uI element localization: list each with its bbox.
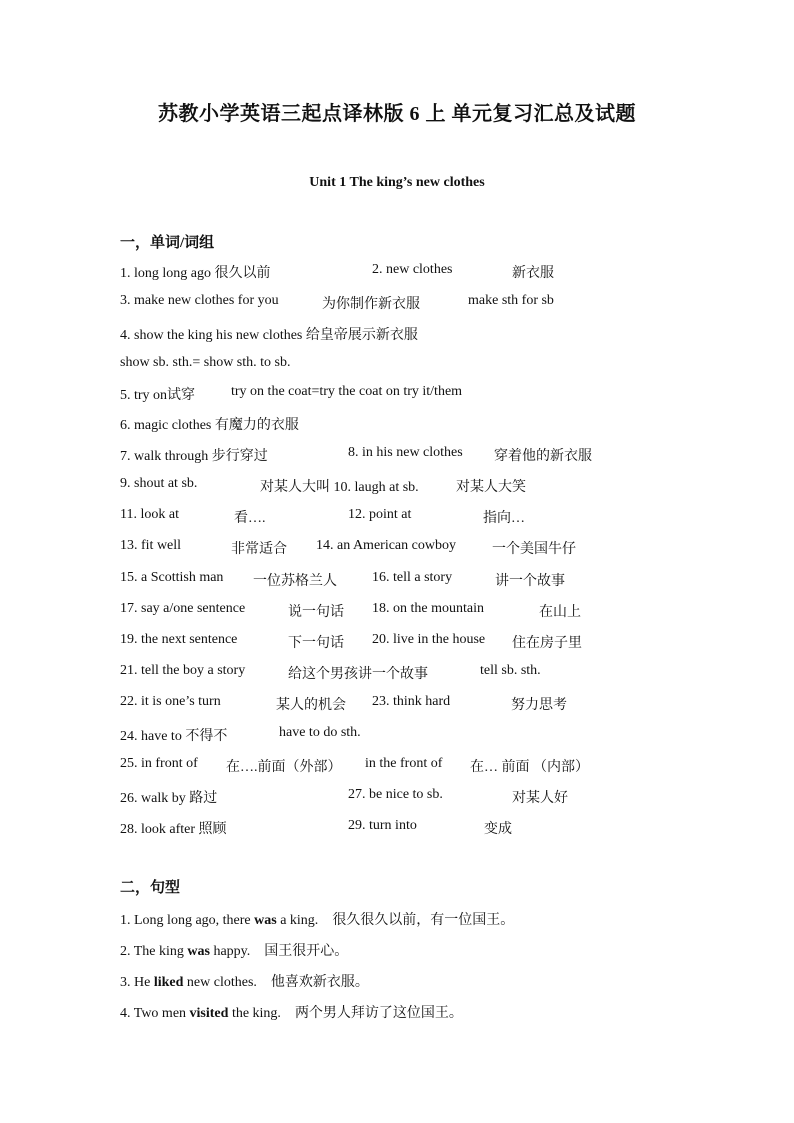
section-heading-vocabulary: 一，单词/词组 bbox=[120, 235, 215, 251]
vocab-line bbox=[120, 476, 720, 496]
phrase: 11. look at bbox=[120, 507, 179, 522]
translation: 为你制作新衣服 bbox=[322, 297, 420, 312]
phrase: 4. show the king his new clothes 给皇帝展示新衣服 bbox=[120, 328, 418, 343]
vocab-line bbox=[120, 355, 720, 375]
sentence-translation: 国王很开心。 bbox=[264, 944, 349, 959]
sentence-line bbox=[120, 1002, 463, 1022]
phrase: 5. try on试穿 bbox=[120, 388, 196, 403]
sentence-line bbox=[120, 909, 514, 929]
sentence-line bbox=[120, 940, 348, 960]
vocab-line bbox=[120, 384, 720, 404]
translation: 看…. bbox=[234, 511, 266, 526]
phrase: 18. on the mountain bbox=[372, 601, 484, 616]
unit-title: Unit 1 The king’s new clothes bbox=[309, 175, 485, 190]
vocab-line bbox=[120, 725, 720, 745]
phrase: 8. in his new clothes bbox=[348, 445, 463, 460]
phrase: 13. fit well bbox=[120, 538, 182, 553]
sentence-text: new clothes. bbox=[183, 975, 257, 990]
sentence-translation: 两个男人拜访了这位国王。 bbox=[294, 1006, 463, 1021]
translation: 说一句话 bbox=[288, 605, 344, 620]
phrase: 3. make new clothes for you bbox=[120, 293, 279, 308]
translation: 非常适合 bbox=[231, 542, 287, 557]
sentence-verb: was bbox=[187, 944, 210, 959]
phrase: 7. walk through 步行穿过 bbox=[120, 449, 268, 464]
vocab-line bbox=[120, 538, 720, 558]
phrase: 对某人大叫 10. laugh at sb. bbox=[260, 480, 419, 495]
sentence-text: 3. He bbox=[120, 975, 154, 990]
phrase: 26. walk by 路过 bbox=[120, 791, 218, 806]
translation: 在… 前面 （内部） bbox=[470, 760, 589, 775]
phrase: 21. tell the boy a story bbox=[120, 663, 246, 678]
translation: 住在房子里 bbox=[512, 636, 582, 651]
phrase: 29. turn into bbox=[348, 818, 417, 833]
vocab-line bbox=[120, 414, 720, 434]
vocab-line bbox=[120, 694, 720, 714]
phrase: 25. in front of bbox=[120, 756, 198, 771]
translation: 穿着他的新衣服 bbox=[494, 449, 592, 464]
translation: 变成 bbox=[484, 822, 512, 837]
sentence-text: a king. bbox=[276, 913, 319, 928]
vocab-line bbox=[120, 507, 720, 527]
vocab-line bbox=[120, 445, 720, 465]
sentence-translation: 很久很久以前，有一位国王。 bbox=[332, 913, 515, 928]
translation: 下一句话 bbox=[288, 636, 344, 651]
phrase: in the front of bbox=[365, 756, 443, 771]
phrase: try on the coat=try the coat on try it/them bbox=[231, 384, 463, 399]
phrase: 17. say a/one sentence bbox=[120, 601, 246, 616]
sentence-translation: 他喜欢新衣服。 bbox=[270, 975, 369, 990]
page-title: 苏教小学英语三起点译林版 6 上 单元复习汇总及试题 bbox=[158, 103, 636, 125]
translation: 某人的机会 bbox=[276, 698, 346, 713]
phrase: 28. look after 照顾 bbox=[120, 822, 227, 837]
phrase: 6. magic clothes 有魔力的衣服 bbox=[120, 418, 299, 433]
phrase: make sth for sb bbox=[468, 293, 554, 308]
translation: 对某人大笑 bbox=[456, 480, 526, 495]
phrase: 16. tell a story bbox=[372, 570, 453, 585]
translation: 新衣服 bbox=[512, 266, 554, 281]
phrase: 19. the next sentence bbox=[120, 632, 238, 647]
sentence-verb: liked bbox=[153, 975, 184, 990]
vocab-line bbox=[120, 293, 720, 313]
phrase: 2. new clothes bbox=[372, 262, 453, 277]
phrase: 1. long long ago 很久以前 bbox=[120, 266, 271, 281]
translation: 给这个男孩讲一个故事 bbox=[288, 667, 428, 682]
vocab-line bbox=[120, 632, 720, 652]
translation: 一位苏格兰人 bbox=[253, 574, 337, 589]
sentence-text: the king. bbox=[228, 1006, 281, 1021]
sentence-line bbox=[120, 971, 369, 991]
phrase: 24. have to 不得不 bbox=[120, 729, 228, 744]
phrase: 12. point at bbox=[348, 507, 412, 522]
vocab-line bbox=[120, 787, 720, 807]
translation: 在山上 bbox=[539, 605, 581, 620]
translation: 一个美国牛仔 bbox=[492, 542, 576, 557]
vocab-line bbox=[120, 818, 720, 838]
phrase: have to do sth. bbox=[279, 725, 361, 740]
translation: 指向… bbox=[483, 511, 525, 526]
sentence-text: 4. Two men bbox=[120, 1006, 190, 1021]
phrase: show sb. sth.= show sth. to sb. bbox=[120, 355, 291, 370]
vocab-line bbox=[120, 324, 720, 344]
translation: 努力思考 bbox=[511, 698, 567, 713]
sentence-text: happy. bbox=[209, 944, 251, 959]
phrase: tell sb. sth. bbox=[480, 663, 541, 678]
sentence-verb: visited bbox=[189, 1006, 229, 1021]
sentence-text: 2. The king bbox=[120, 944, 188, 959]
phrase: 14. an American cowboy bbox=[316, 538, 456, 553]
phrase: 15. a Scottish man bbox=[120, 570, 224, 585]
phrase: 23. think hard bbox=[372, 694, 451, 709]
section-heading-sentences: 二，句型 bbox=[120, 880, 181, 896]
vocab-line bbox=[120, 262, 720, 282]
translation: 对某人好 bbox=[512, 791, 568, 806]
vocab-line bbox=[120, 570, 720, 590]
phrase: 20. live in the house bbox=[372, 632, 486, 647]
translation: 在….前面（外部） bbox=[226, 760, 342, 775]
vocab-line bbox=[120, 756, 720, 776]
sentence-verb: was bbox=[254, 913, 277, 928]
phrase: 9. shout at sb. bbox=[120, 476, 198, 491]
vocab-line bbox=[120, 601, 720, 621]
phrase: 27. be nice to sb. bbox=[348, 787, 443, 802]
sentence-text: 1. Long long ago, there bbox=[120, 913, 255, 928]
translation: 讲一个故事 bbox=[495, 574, 565, 589]
phrase: 22. it is one’s turn bbox=[120, 694, 221, 709]
vocab-line bbox=[120, 663, 720, 683]
